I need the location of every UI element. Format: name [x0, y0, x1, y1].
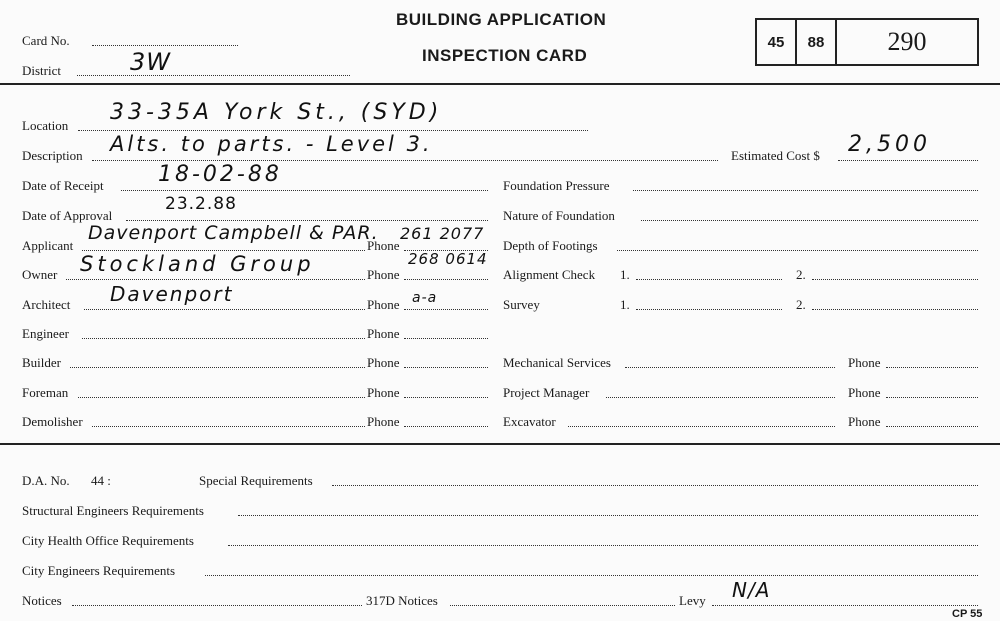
district-label: District [22, 63, 61, 78]
mechanical-services-line [625, 367, 835, 368]
district-value: 3W [130, 48, 171, 76]
foreman-phone-line [404, 397, 488, 398]
owner-phone-line [404, 279, 488, 280]
special-requirements-label: Special Requirements [199, 473, 313, 488]
alignment-check-label: Alignment Check [503, 267, 596, 282]
estimated-cost-value: 2,500 [848, 132, 931, 157]
date-receipt-line [121, 190, 488, 191]
alignment-num1: 1. [620, 267, 630, 282]
owner-label: Owner [22, 267, 58, 282]
location-label: Location [22, 118, 69, 133]
card-no-label: Card No. [22, 33, 70, 48]
mechanical-phone-label: Phone [848, 355, 881, 370]
district-line [77, 75, 350, 76]
mechanical-services-label: Mechanical Services [503, 355, 611, 370]
nature-foundation-label: Nature of Foundation [503, 208, 615, 223]
location-line [78, 130, 588, 131]
excavator-phone-label: Phone [848, 414, 881, 429]
levy-line [712, 605, 978, 606]
project-manager-label: Project Manager [503, 385, 590, 400]
engineer-phone-line [404, 338, 488, 339]
date-approval-line [126, 220, 488, 221]
architect-phone-label: Phone [367, 297, 400, 312]
foreman-label: Foreman [22, 385, 69, 400]
middle-divider [0, 443, 1000, 445]
project-manager-phone-label: Phone [848, 385, 881, 400]
estimated-cost-line [838, 160, 978, 161]
applicant-label: Applicant [22, 238, 74, 253]
demolisher-phone-label: Phone [367, 414, 400, 429]
applicant-value: Davenport Campbell & PAR. [88, 222, 379, 244]
applicant-phone-label: Phone [367, 238, 400, 253]
location-value: 33-35A York St., (SYD) [110, 100, 443, 125]
notices-317d-line [450, 605, 675, 606]
city-engineers-label: City Engineers Requirements [22, 563, 176, 578]
foreman-line [78, 397, 365, 398]
builder-label: Builder [22, 355, 61, 370]
project-manager-line [606, 397, 835, 398]
excavator-line [568, 426, 835, 427]
owner-phone-value: 268 0614 [408, 250, 488, 268]
excavator-label: Excavator [503, 414, 556, 429]
builder-phone-line [404, 367, 488, 368]
health-requirements-label: City Health Office Requirements [22, 533, 194, 548]
applicant-phone-value: 261 2077 [400, 224, 485, 243]
date-approval-value: 23.2.88 [165, 194, 237, 214]
demolisher-label: Demolisher [22, 414, 83, 429]
survey-num2: 2. [796, 297, 806, 312]
alignment-num2: 2. [796, 267, 806, 282]
levy-value: N/A [732, 578, 771, 602]
mechanical-phone-line [886, 367, 978, 368]
special-requirements-line [332, 485, 978, 486]
architect-line [84, 309, 365, 310]
survey-line2 [812, 309, 978, 310]
date-receipt-label: Date of Receipt [22, 178, 104, 193]
depth-footings-line [617, 250, 978, 251]
project-manager-phone-line [886, 397, 978, 398]
box-45: 45 [757, 20, 797, 64]
architect-value: Davenport [110, 282, 234, 306]
levy-label: Levy [679, 593, 706, 608]
box-88: 88 [797, 20, 837, 64]
nature-foundation-line [641, 220, 978, 221]
description-label: Description [22, 148, 83, 163]
engineer-phone-label: Phone [367, 326, 400, 341]
city-engineers-line [205, 575, 978, 576]
title-line2: INSPECTION CARD [422, 46, 588, 65]
architect-label: Architect [22, 297, 71, 312]
card-number-boxes [755, 18, 979, 66]
date-approval-label: Date of Approval [22, 208, 113, 223]
survey-line1 [636, 309, 782, 310]
description-value: Alts. to parts. - Level 3. [110, 132, 433, 156]
applicant-line [82, 250, 365, 251]
date-receipt-value: 18-02-88 [158, 162, 282, 187]
architect-phone-value: a-a [412, 290, 438, 306]
card-no-line [92, 45, 238, 46]
da-no-value: 44 : [91, 473, 111, 488]
title-line1: BUILDING APPLICATION [396, 10, 607, 29]
structural-requirements-line [238, 515, 978, 516]
foundation-pressure-label: Foundation Pressure [503, 178, 610, 193]
alignment-line2 [812, 279, 978, 280]
da-no-label: D.A. No. [22, 473, 70, 488]
owner-value: Stockland Group [80, 252, 315, 276]
form-code: CP 55 [952, 608, 983, 620]
demolisher-phone-line [404, 426, 488, 427]
excavator-phone-line [886, 426, 978, 427]
foundation-pressure-line [633, 190, 978, 191]
engineer-line [82, 338, 365, 339]
description-line [92, 160, 718, 161]
architect-phone-line [404, 309, 488, 310]
builder-line [70, 367, 365, 368]
foreman-phone-label: Phone [367, 385, 400, 400]
box-290: 290 [887, 27, 927, 56]
depth-footings-label: Depth of Footings [503, 238, 598, 253]
survey-num1: 1. [620, 297, 630, 312]
alignment-line1 [636, 279, 782, 280]
engineer-label: Engineer [22, 326, 69, 341]
owner-line [66, 279, 365, 280]
builder-phone-label: Phone [367, 355, 400, 370]
owner-phone-label: Phone [367, 267, 400, 282]
health-requirements-line [228, 545, 978, 546]
survey-label: Survey [503, 297, 540, 312]
structural-requirements-label: Structural Engineers Requirements [22, 503, 204, 518]
header-divider [0, 83, 1000, 85]
notices-317d-label: 317D Notices [366, 593, 438, 608]
demolisher-line [92, 426, 365, 427]
notices-line [72, 605, 362, 606]
notices-label: Notices [22, 593, 62, 608]
estimated-cost-label: Estimated Cost $ [731, 148, 820, 163]
